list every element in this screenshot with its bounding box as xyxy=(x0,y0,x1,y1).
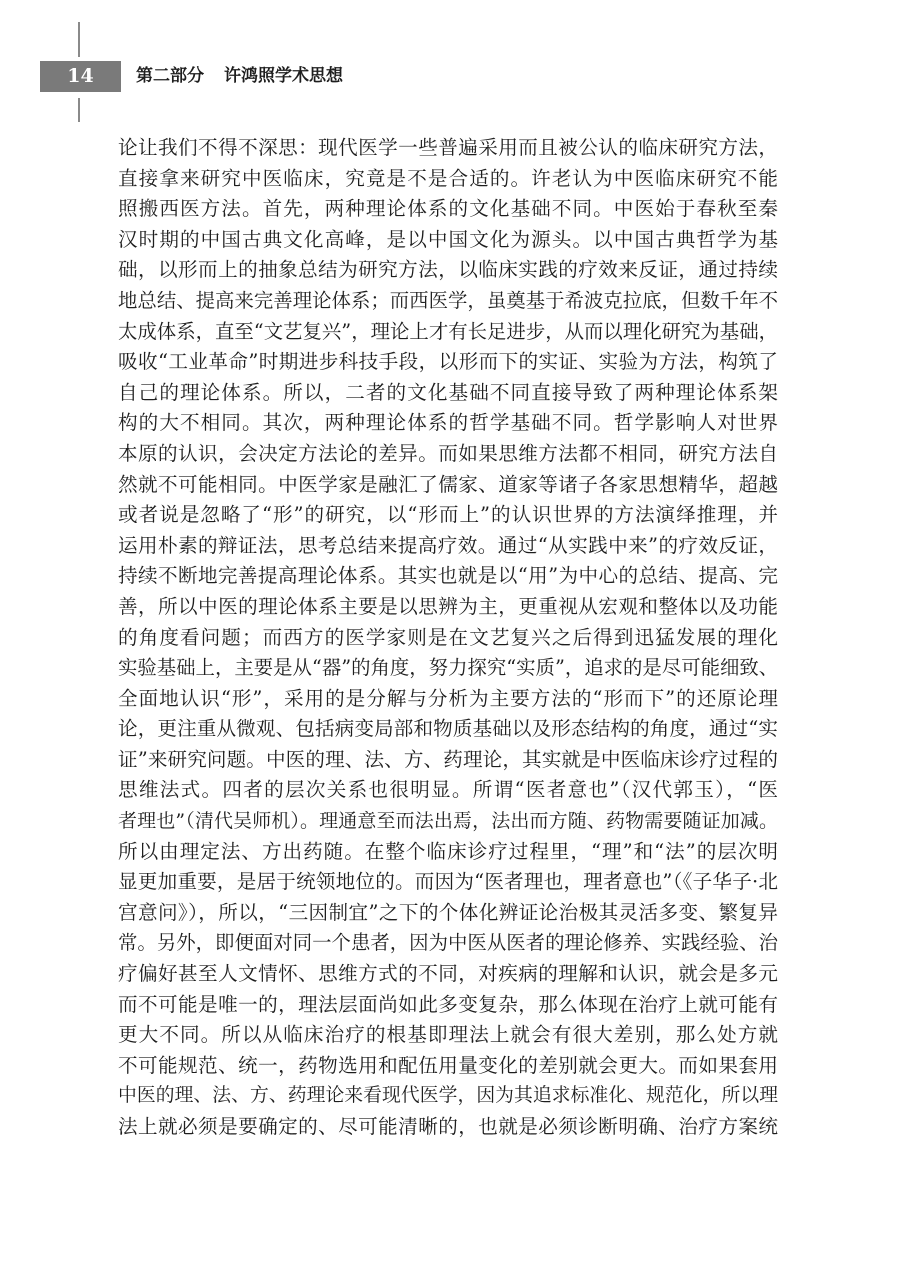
text-line: 善，所以中医的理论体系主要是以思辨为主，更重视从宏观和整体以及功能 xyxy=(118,594,778,618)
text-line: 不可能规范、统一，药物选用和配伍用量变化的差别就会更大。而如果套用 xyxy=(118,1053,778,1077)
text-line: 证”来研究问题。中医的理、法、方、药理论，其实就是中医临床诊疗过程的 xyxy=(118,747,778,771)
text-line: 照搬西医方法。首先，两种理论体系的文化基础不同。中医始于春秋至秦 xyxy=(118,197,778,221)
text-line: 持续不断地完善提高理论体系。其实也就是以“用”为中心的总结、提高、完 xyxy=(118,564,778,588)
running-header xyxy=(136,61,343,92)
text-line: 宫意问》），所以，“三因制宜”之下的个体化辨证论治极其灵活多变、繁复异 xyxy=(118,900,778,924)
text-line: 构的大不相同。其次，两种理论体系的哲学基础不同。哲学影响人对世界 xyxy=(118,411,778,435)
text-line: 全面地认识“形”，采用的是分解与分析为主要方法的“形而下”的还原论理 xyxy=(118,686,778,710)
text-line: 汉时期的中国古典文化高峰，是以中国文化为源头。以中国古典哲学为基 xyxy=(118,227,778,251)
text-line: 础，以形而上的抽象总结为研究方法，以临床实践的疗效来反证，通过持续 xyxy=(118,258,778,282)
text-line: 中医的理、法、方、药理论来看现代医学，因为其追求标准化、规范化，所以理 xyxy=(118,1085,778,1107)
text-line: 本原的认识，会决定方法论的差异。而如果思维方法都不相同，研究方法自 xyxy=(118,441,778,465)
text-line: 直接拿来研究中医临床，究竟是不是合适的。许老认为中医临床研究不能 xyxy=(118,166,778,190)
text-line: 论让我们不得不深思：现代医学一些普遍采用而且被公认的临床研究方法， xyxy=(118,136,778,159)
text-line: 常。另外，即便面对同一个患者，因为中医从医者的理论修养、实践经验、治 xyxy=(118,931,778,955)
text-line: 更大不同。所以从临床治疗的根基即理法上就会有很大差别，那么处方就 xyxy=(118,1023,778,1047)
text-line: 太成体系，直至“文艺复兴”，理论上才有长足进步，从而以理化研究为基础， xyxy=(118,319,778,343)
text-line: 或者说是忽略了“形”的研究，以“形而上”的认识世界的方法演绎推理，并 xyxy=(118,503,778,527)
text-line: 运用朴素的辩证法，思考总结来提高疗效。通过“从实践中来”的疗效反证， xyxy=(118,533,778,557)
text-line: 论，更注重从微观、包括病变局部和物质基础以及形态结构的角度，通过“实 xyxy=(118,717,778,741)
header-rule-bottom xyxy=(78,98,80,122)
text-line: 思维法式。四者的层次关系也很明显。所谓“医者意也”（汉代郭玉），“医 xyxy=(118,778,778,802)
text-line: 实验基础上，主要是从“器”的角度，努力探究“实质”，追求的是尽可能细致、 xyxy=(118,656,779,680)
text-line: 疗偏好甚至人文情怀、思维方式的不同，对疾病的理解和认识，就会是多元 xyxy=(118,962,778,986)
text-line: 然就不可能相同。中医学家是融汇了儒家、道家等诸子各家思想精华，超越 xyxy=(118,472,778,496)
text-line: 显更加重要，是居于统领地位的。而因为“医者理也，理者意也”（《子华子·北 xyxy=(118,870,778,894)
text-line: 者理也”（清代吴师机）。理通意至而法出焉，法出而方随、药物需要随证加减。 xyxy=(118,810,778,833)
text-line: 而不可能是唯一的，理法层面尚如此多变复杂，那么体现在治疗上就可能有 xyxy=(118,992,778,1016)
section-title: 许鸿照学术思想 xyxy=(224,66,343,86)
body-text xyxy=(118,133,778,1143)
text-line: 法上就必须是要确定的、尽可能清晰的，也就是必须诊断明确、治疗方案统 xyxy=(118,1115,778,1138)
text-line: 吸收“工业革命”时期进步科技手段，以形而下的实证、实验为方法，构筑了 xyxy=(118,350,778,374)
header-rule-top xyxy=(78,22,80,57)
text-line: 自己的理论体系。所以，二者的文化基础不同直接导致了两种理论体系架 xyxy=(118,380,778,404)
part-label: 第二部分 xyxy=(136,66,204,86)
text-line: 地总结、提高来完善理论体系；而西医学，虽奠基于希波克拉底，但数千年不 xyxy=(118,288,778,312)
page-number: 14 xyxy=(40,61,121,92)
text-line: 的角度看问题；而西方的医学家则是在文艺复兴之后得到迅猛发展的理化 xyxy=(118,625,778,649)
text-line: 所以由理定法、方出药随。在整个临床诊疗过程里，“理”和“法”的层次明 xyxy=(118,839,778,863)
